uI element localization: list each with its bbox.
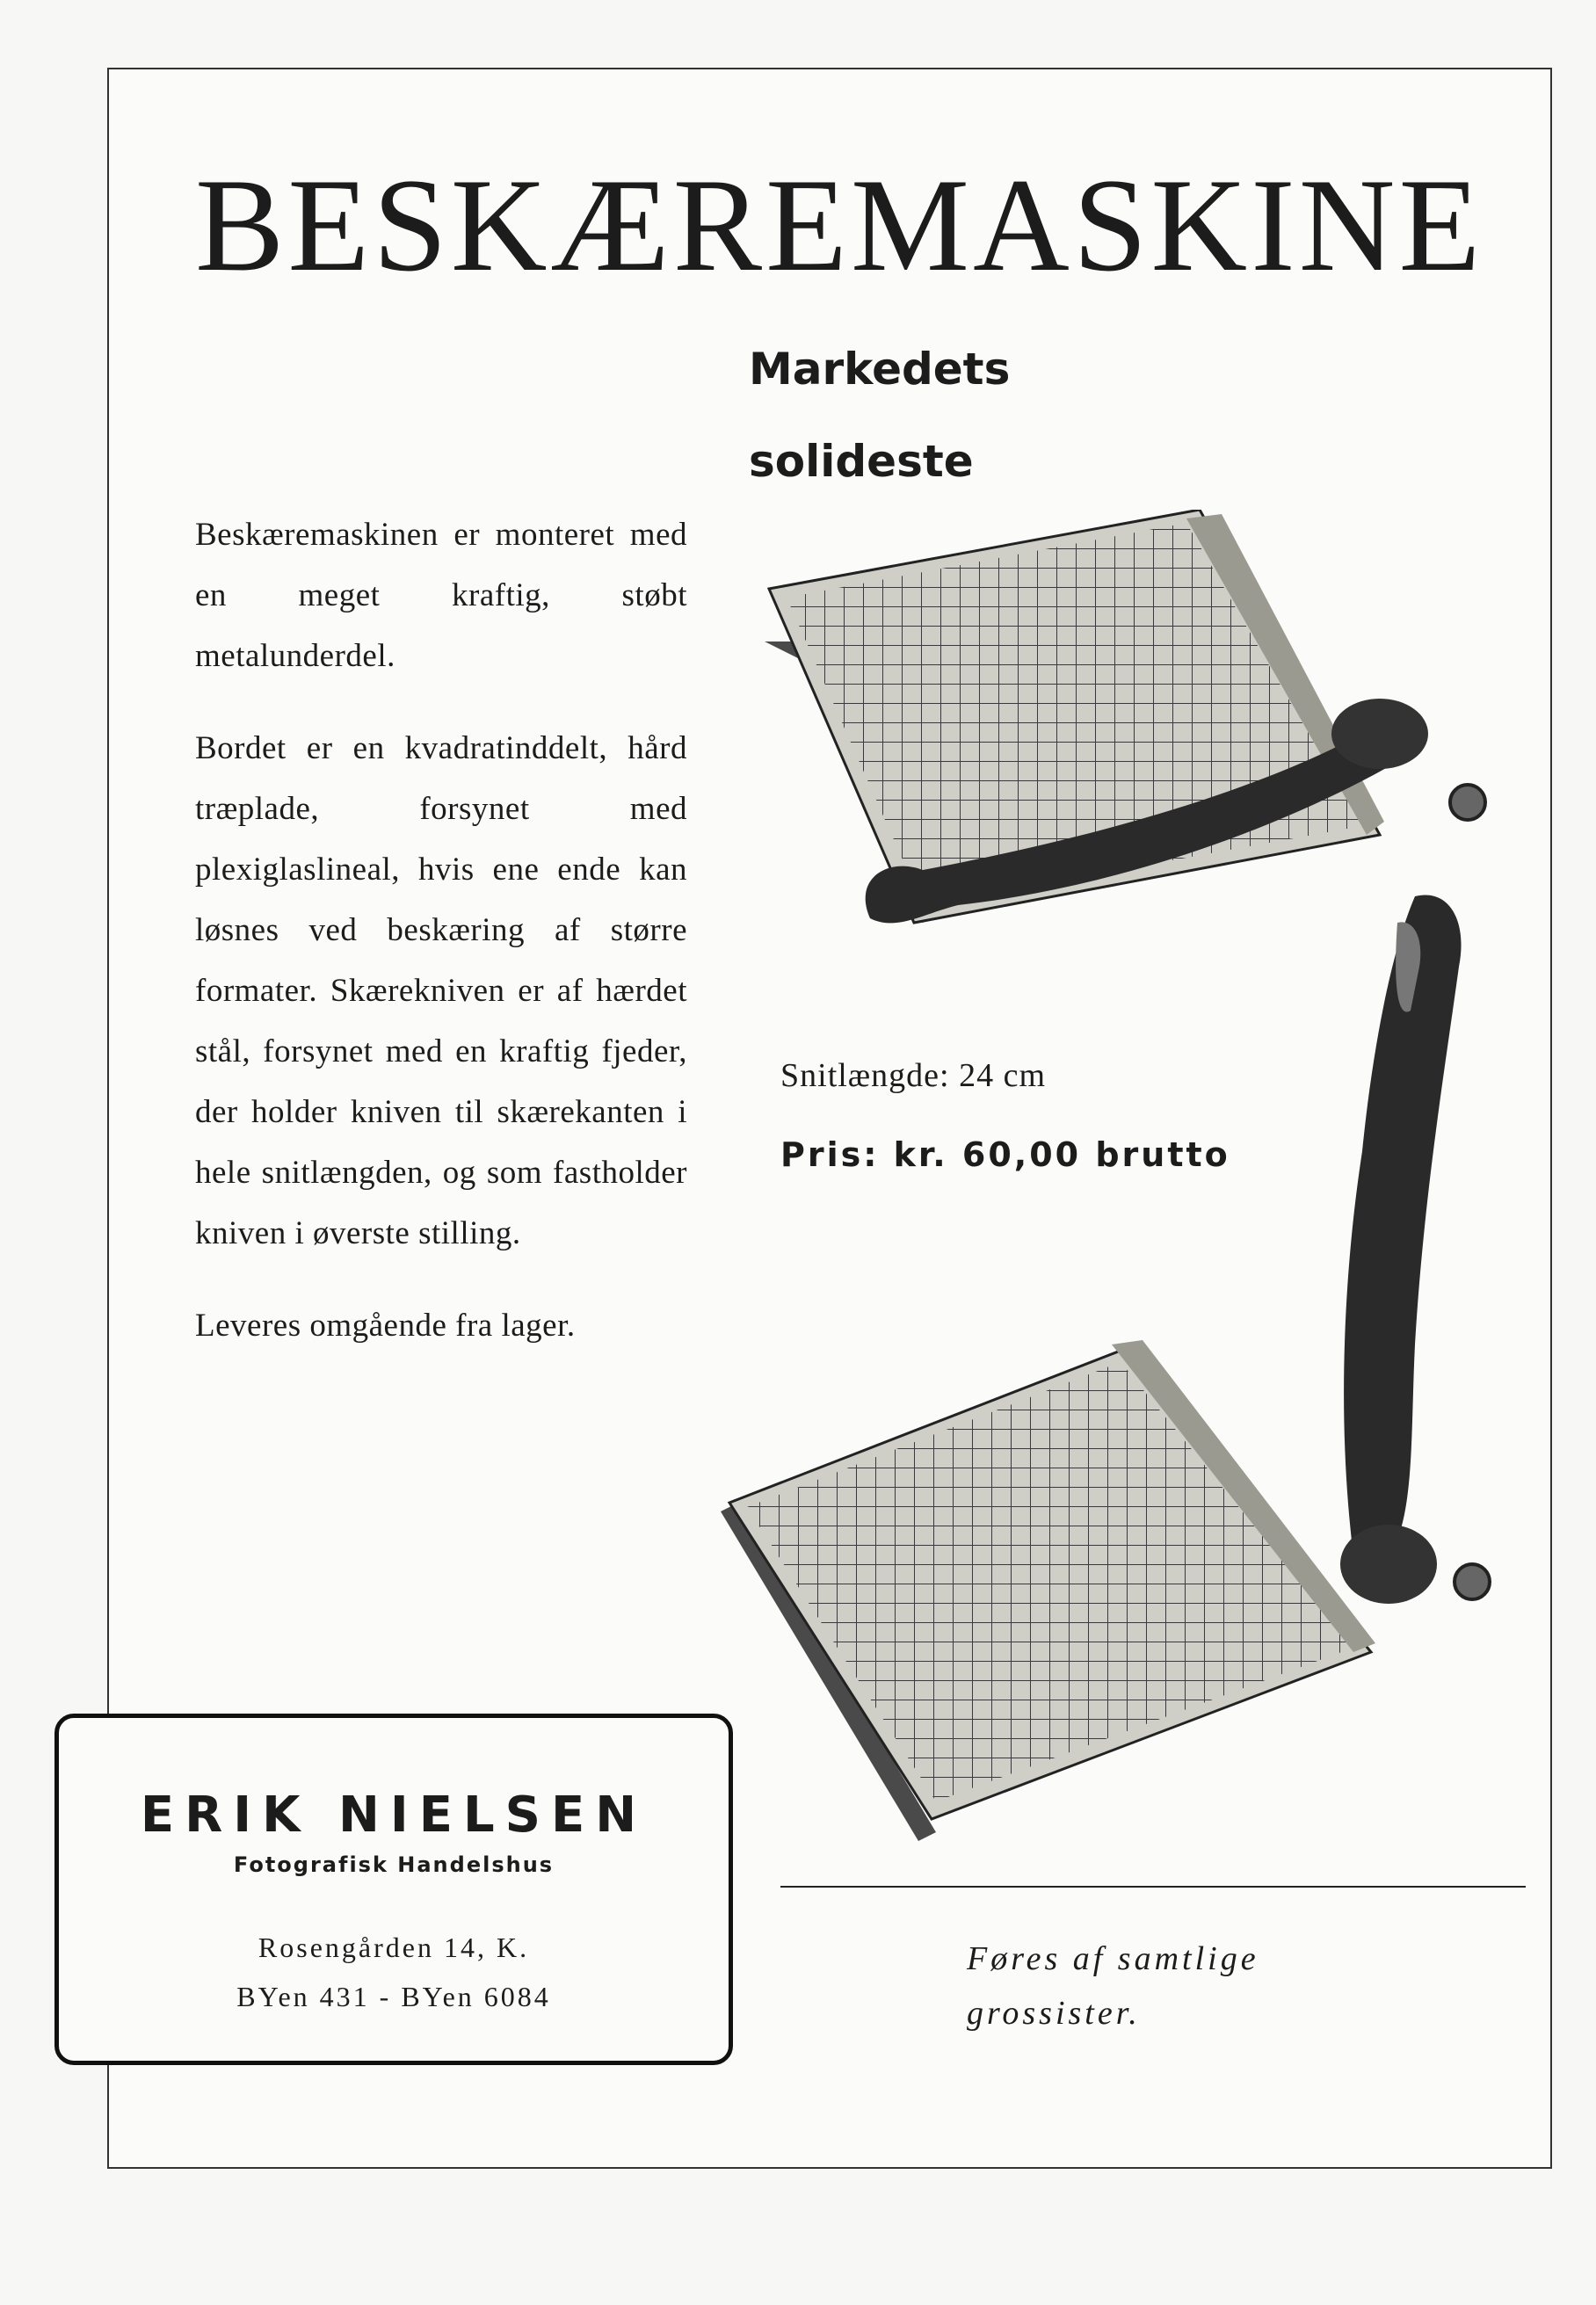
paper-cutter-closed-image [747, 510, 1512, 949]
ad-title: BESKÆREMASKINE [195, 151, 1484, 299]
company-address [59, 1923, 729, 2021]
note-line-1: Føres af samtlige [967, 1940, 1259, 1977]
description [195, 504, 687, 1388]
price: Pris: kr. 60,00 brutto [780, 1135, 1230, 1174]
company-box [54, 1714, 733, 2065]
tagline-line-1: Markedets [749, 344, 1011, 395]
tagline-line-2: solideste [749, 436, 974, 487]
phone-line: BYen 431 - BYen 6084 [236, 1981, 551, 2012]
tagline [749, 323, 1010, 508]
paper-cutter-open-image [721, 888, 1512, 1845]
description-paragraph-1: Beskæremaskinen er monteret med en meget kraftig, støbt metalunderdel. [195, 517, 687, 674]
note-line-2: grossister. [967, 1995, 1141, 2032]
address-line: Rosengården 14, K. [258, 1932, 530, 1963]
cutting-length: Snitlængde: 24 cm [780, 1057, 1046, 1094]
company-subtitle: Fotografisk Handelshus [233, 1852, 555, 1877]
availability-note [967, 1932, 1259, 2040]
description-paragraph-3: Leveres omgående fra lager. [195, 1308, 576, 1344]
divider [780, 1886, 1526, 1888]
company-name: ERIK NIELSEN [140, 1787, 648, 1844]
description-paragraph-2: Bordet er en kvadratinddelt, hård træplade, forsynet med plexiglaslineal, hvis ene ende kan løsnes ved beskæring af større formater. Skærekniven er af hærdet stål, forsynet med en kraftig fjeder, der holder kniven til skærekanten i hele snitlængden, og som fastholder kniven i øverste stilling. [195, 730, 687, 1251]
